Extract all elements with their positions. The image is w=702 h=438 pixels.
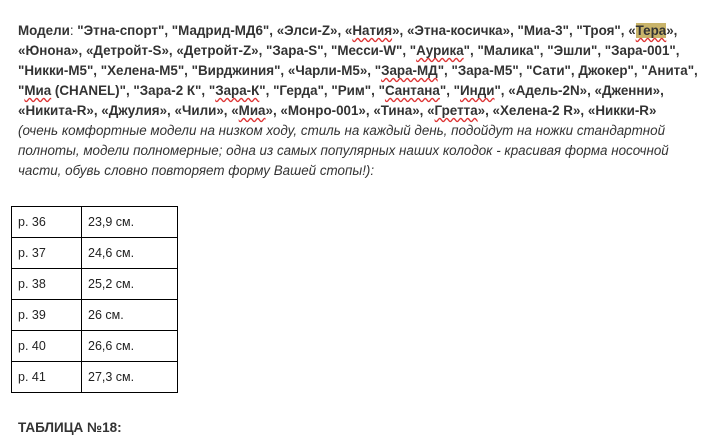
model-name-flagged: Тера <box>635 23 667 38</box>
model-name-flagged: Натия <box>352 23 393 38</box>
size-table <box>11 206 178 393</box>
table-row <box>12 300 178 331</box>
table-row <box>12 238 178 269</box>
size-cell: р. 40 <box>12 331 82 362</box>
size-cell: р. 39 <box>12 300 82 331</box>
model-list-text: ", "Малика", "Эшли", "Зара-001", "Никки-M5", "Хелена-M5", "Вирджиния", «Чарли-M5», " <box>18 43 680 78</box>
table-row <box>12 331 178 362</box>
next-table-heading: ТАБЛИЦА №18: <box>18 420 122 435</box>
model-list-text: », «Хелена-2 R», «Никки-R» <box>477 103 657 118</box>
model-list-text: ", " <box>439 83 460 98</box>
length-cell: 24,6 см. <box>82 238 178 269</box>
size-cell: р. 36 <box>12 207 82 238</box>
length-cell: 23,9 см. <box>82 207 178 238</box>
model-list-text: (CHANEL)", "Зара-2 К", " <box>51 83 216 98</box>
table-row <box>12 207 178 238</box>
models-paragraph <box>18 21 698 181</box>
model-list-text: », «Монро-001», «Тина», « <box>265 103 435 118</box>
model-name-flagged: Инди <box>460 83 495 98</box>
size-cell: р. 38 <box>12 269 82 300</box>
length-cell: 26,6 см. <box>82 331 178 362</box>
model-list-text: ", "Зара-M5", "Сати", Джокер", "Анита", " <box>18 63 698 98</box>
table-row <box>12 269 178 300</box>
size-cell: р. 37 <box>12 238 82 269</box>
model-list <box>18 23 698 118</box>
model-list-text: », «Этна-косичка», "Миа-3", "Троя", « <box>392 23 636 38</box>
model-name-flagged: Зара-К <box>215 83 260 98</box>
model-name-flagged: Миа <box>24 83 52 98</box>
models-description: (очень комфортные модели на низком ходу, стиль на каждый день, подойдут на ножки стандартной полноты, модели полномерные; одна из самых популярных наших колодок - красивая форма носочной части, обувь словно повторяет форму Вашей стопы!): <box>18 123 669 178</box>
model-name-flagged: Миа <box>238 103 266 118</box>
models-colon: : <box>69 23 74 38</box>
model-name-flagged: Сантана <box>384 83 440 98</box>
table-row <box>12 362 178 393</box>
model-list-text: », «Юнона», «Детройт-S», «Детройт-Z», "Зара-S", "Месси-W", " <box>18 23 678 58</box>
model-name-flagged: Зара-МД <box>381 63 438 78</box>
length-cell: 25,2 см. <box>82 269 178 300</box>
length-cell: 27,3 см. <box>82 362 178 393</box>
model-list-text: ", «Адель-2N», «Дженни», «Никита-R», «Джулия», «Чили», « <box>18 83 664 118</box>
models-label: Модели <box>18 23 70 38</box>
model-name-flagged: Гретта <box>434 103 478 118</box>
model-list-text: "Этна-спорт", "Мадрид-МД6", «Элси-Z», « <box>73 23 353 38</box>
model-name-flagged: Аурика <box>416 43 464 58</box>
model-list-text: ", "Герда", "Рим", " <box>259 83 385 98</box>
length-cell: 26 см. <box>82 300 178 331</box>
size-cell: р. 41 <box>12 362 82 393</box>
